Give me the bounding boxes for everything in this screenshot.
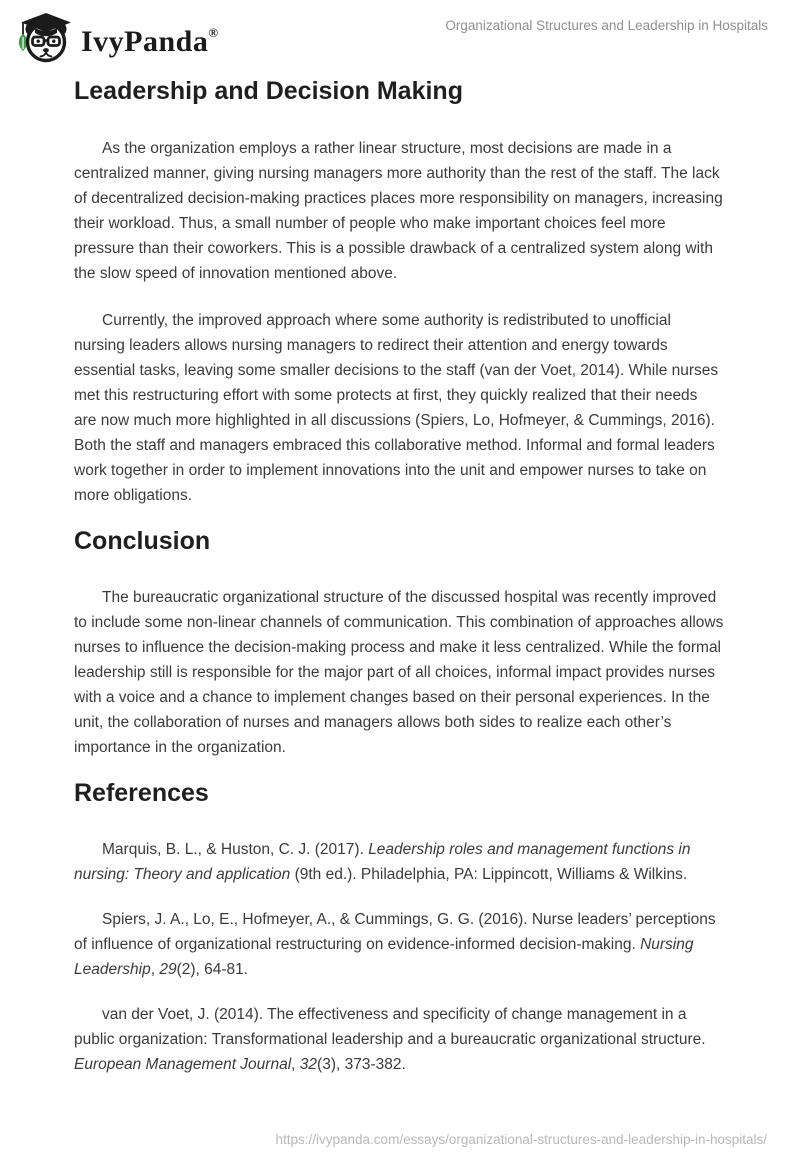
- source-url: https://ivypanda.com/essays/organizational-structures-and-leadership-in-hospitals/: [275, 1132, 767, 1147]
- page-header: [0, 0, 800, 60]
- paragraph-leadership-2: Currently, the improved approach where some authority is redistributed to unofficial nursing leaders allows nursing managers to redirect their attention and energy towards essential tasks, leaving some smaller decisions to the staff (van der Voet, 2014). While nurses met this restructuring effort with some protects at first, they quickly realized that their needs are now much more highlighted in all discussions (Spiers, Lo, Hofmeyer, & Cummings, 2016). Both the staff and managers embraced this collaborative method. Informal and formal leaders work together in order to implement innovations into the unit and empower nurses to take on more obligations.: [74, 312, 719, 504]
- brand-name: IvyPanda®: [81, 25, 219, 58]
- paragraph-conclusion: The bureaucratic organizational structure of the discussed hospital was recently improved to include some non-linear channels of communication. This combination of approaches allows nurses to influence the decision-making process and make it less centralized. While the formal leadership still is responsible for the major part of all choices, informal impact provides nurses with a voice and a chance to implement changes based on their personal experiences. In the unit, the collaboration of nurses and managers allows both sides to realize each other’s importance in the organization.: [74, 589, 724, 756]
- reference-entry-van-der-voet: van der Voet, J. (2014). The effectiveness and specificity of change management in a public organization: Transformational leadership and a bureaucratic organizational structure. European Management Journal, 32(3), 373-382.: [74, 1006, 706, 1073]
- registered-trademark-symbol: ®: [208, 25, 219, 40]
- references-heading: References: [74, 779, 209, 807]
- reference-entry-spiers: Spiers, J. A., Lo, E., Hofmeyer, A., & Cummings, G. G. (2016). Nurse leaders’ perceptions of influence of organizational restructuring on evidence-informed decision-making. Nursing Leadership, 29(2), 64-81.: [74, 911, 716, 978]
- running-head-title: Organizational Structures and Leadership in Hospitals: [445, 18, 768, 33]
- essay-content: [0, 75, 800, 1077]
- conclusion-heading: Conclusion: [74, 527, 211, 555]
- ivypanda-panda-logo-icon: [14, 12, 72, 64]
- paragraph-leadership-1: As the organization employs a rather linear structure, most decisions are made in a centralized manner, giving nursing managers more authority than the rest of the staff. The lack of decentralized decision-making practices places more responsibility on managers, increasing their workload. Thus, a small number of people who make important choices feel more pressure than their coworkers. This is a possible drawback of a centralized system along with the slow speed of innovation mentioned above.: [74, 140, 723, 282]
- reference-entry-marquis: Marquis, B. L., & Huston, C. J. (2017). Leadership roles and management functions in nursing: Theory and application (9th ed.). Philadelphia, PA: Lippincott, Williams & Wilkins.: [74, 841, 691, 883]
- essay-title: Leadership and Decision Making: [74, 77, 463, 105]
- ivypanda-brand: [14, 7, 219, 68]
